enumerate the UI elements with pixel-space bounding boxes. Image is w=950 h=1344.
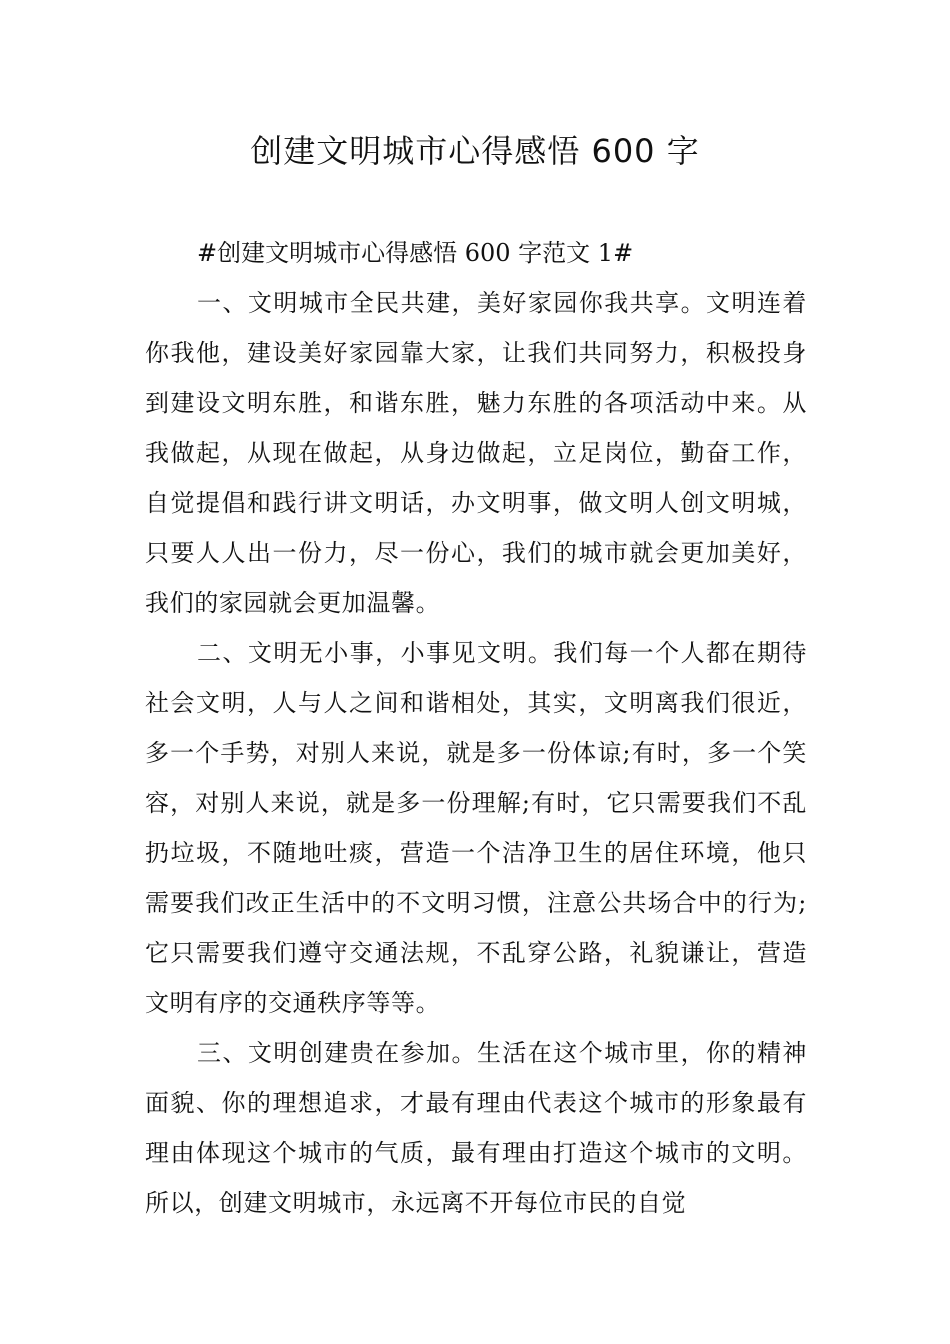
paragraph-2: 二、文明无小事，小事见文明。我们每一个人都在期待社会文明，人与人之间和谐相处，其实，文明离我们很近，多一个手势，对别人来说，就是多一份体谅;有时，多一个笑容，对别人来说，就是多一份理解;有时，它只需要我们不乱扔垃圾，不随地吐痰，营造一个洁净卫生的居住环境，他只需要我们改正生活中的不文明习惯，注意公共场合中的行为;它只需要我们遵守交通法规，不乱穿公路，礼貌谦让，营造文明有序的交通秩序等等。	[145, 639, 807, 1017]
paragraph-1: 一、文明城市全民共建，美好家园你我共享。文明连着你我他，建设美好家园靠大家，让我们共同努力，积极投身到建设文明东胜，和谐东胜，魅力东胜的各项活动中来。从我做起，从现在做起，从身边做起，立足岗位，勤奋工作，自觉提倡和践行讲文明话，办文明事，做文明人创文明城，只要人人出一份力，尽一份心，我们的城市就会更加美好，我们的家园就会更加温馨。	[145, 289, 807, 617]
section-heading: #创建文明城市心得感悟 600 字范文 1#	[197, 239, 634, 267]
document-body	[145, 228, 807, 1228]
document-title: 创建文明城市心得感悟 600 字	[250, 132, 700, 170]
paragraph-3: 三、文明创建贵在参加。生活在这个城市里，你的精神面貌、你的理想追求，才最有理由代表这个城市的形象最有理由体现这个城市的气质，最有理由打造这个城市的文明。所以，创建文明城市，永远离不开每位市民的自觉	[145, 1039, 807, 1217]
